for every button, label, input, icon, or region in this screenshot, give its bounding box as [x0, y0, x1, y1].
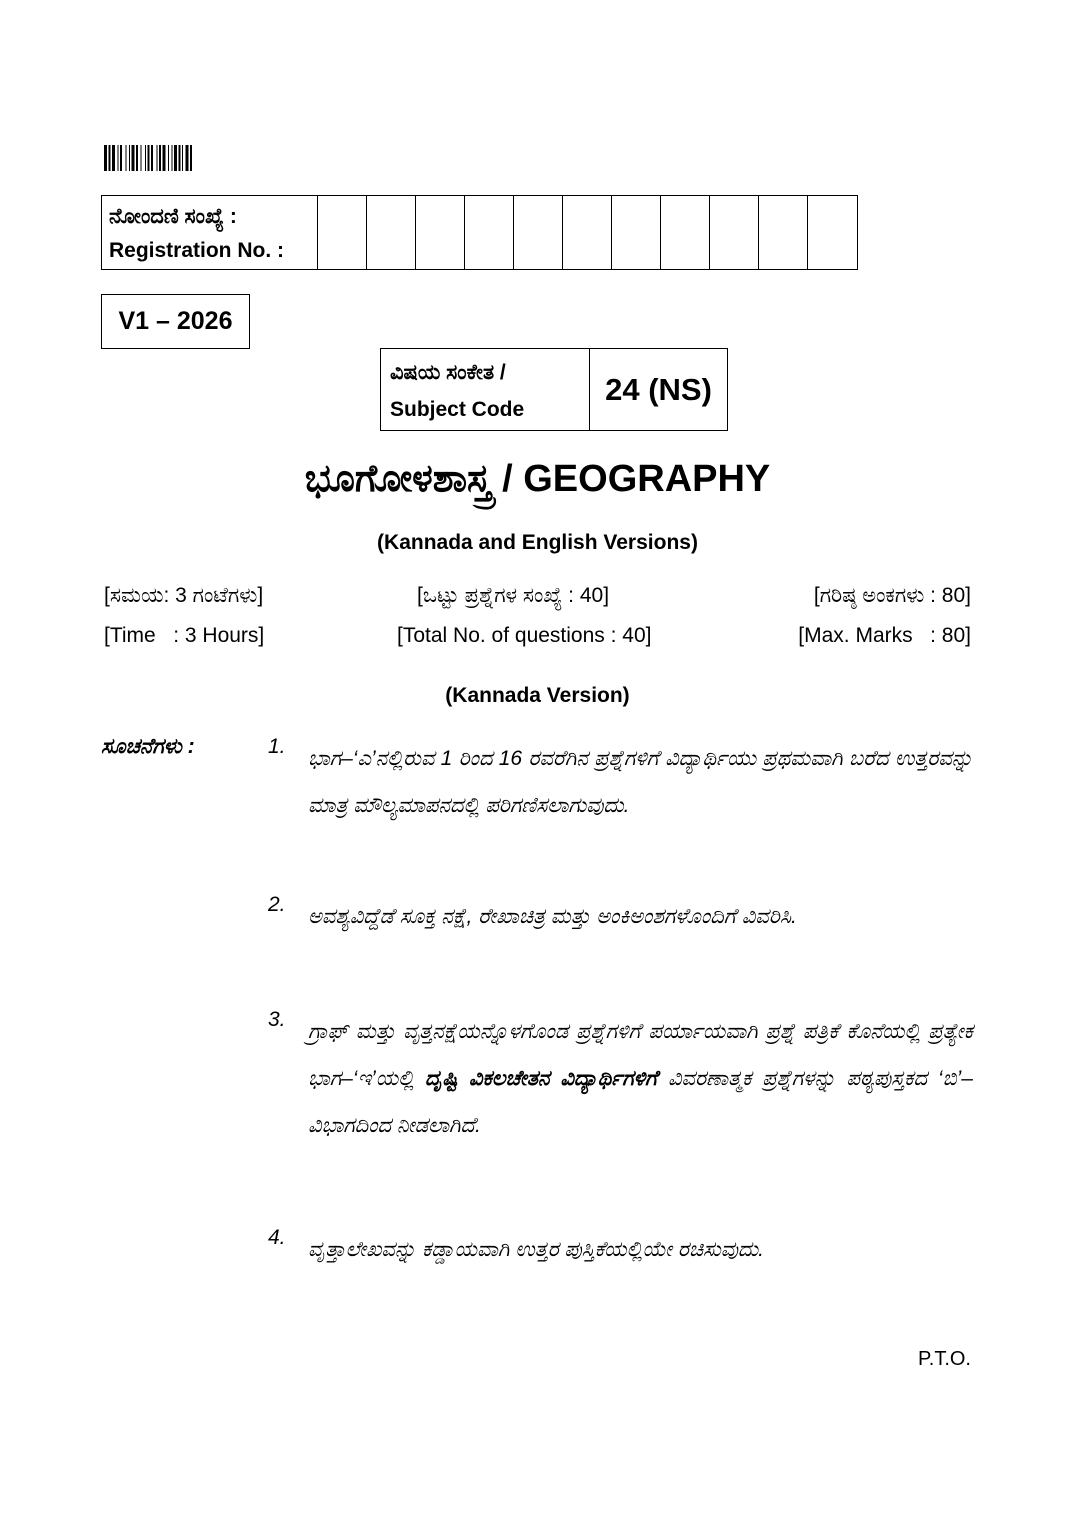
- registration-label: [102, 196, 318, 269]
- registration-digit-box: [661, 196, 710, 269]
- subject-code-box: [380, 348, 728, 431]
- instruction-text-part: ವಿವರಣಾತ್ಮಕ ಪ್ರಶ್ನೆಗಳನ್ನು ಪಠ್ಯಪುಸ್ತಕದ ‘ಬಿ’–ವಿಭಾಗದಿಂದ ನೀಡಲಾಗಿದೆ.: [308, 1067, 973, 1137]
- instruction-item: [268, 1226, 973, 1273]
- registration-label-kannada: ನೋಂದಣಿ ಸಂಖ್ಯೆ :: [109, 205, 237, 228]
- barcode: [104, 145, 248, 171]
- max-marks-kannada: [ಗರಿಷ್ಠ ಅಂಕಗಳು : 80]: [813, 584, 971, 607]
- pto-footer: P.T.O.: [918, 1348, 971, 1370]
- instruction-text: [308, 1008, 973, 1149]
- instruction-item: [268, 1008, 973, 1149]
- instruction-number: 1.: [268, 735, 286, 758]
- instruction-number: 3.: [268, 1008, 286, 1031]
- time-english: [Time : 3 Hours]: [104, 624, 265, 647]
- registration-digit-box: [367, 196, 416, 269]
- registration-number-table: [101, 195, 858, 270]
- registration-digit-box: [416, 196, 465, 269]
- instruction-number: 4.: [268, 1226, 286, 1249]
- instruction-number: 2.: [268, 893, 286, 916]
- version-heading: (Kannada Version): [445, 684, 630, 707]
- registration-digit-box: [514, 196, 563, 269]
- instructions-label: ಸೂಚನೆಗಳು :: [101, 735, 195, 758]
- subject-code-label-english: Subject Code: [390, 398, 525, 421]
- page-title: ಭೂಗೋಳಶಾಸ್ತ್ರ / GEOGRAPHY: [304, 458, 771, 500]
- registration-digit-box: [563, 196, 612, 269]
- subject-code-value: 24 (NS): [605, 371, 712, 407]
- instruction-text-part: ಗ್ರಾಫ್ ಮತ್ತು ವೃತ್ತನಕ್ಷೆಯನ್ನೊಳಗೊಂಡ ಪ್ರಶ್ನೆಗಳಿಗೆ ಪರ್ಯಾಯವಾಗಿ ಪ್ರಶ್ನೆ ಪತ್ರಿಕೆ ಕೊನೆಯಲ್ಲಿ ಪ್ರತ್ಯೇಕ ಭಾಗ–‘ಇ’ಯಲ್ಲಿ: [308, 1020, 973, 1090]
- subject-code-label: [381, 349, 590, 430]
- registration-digit-box: [612, 196, 661, 269]
- instruction-item: [268, 735, 973, 829]
- time-kannada: [ಸಮಯ: 3 ಗಂಟೆಗಳು]: [104, 584, 264, 607]
- registration-digit-box: [759, 196, 808, 269]
- subject-code-label-kannada: ವಿಷಯ ಸಂಕೇತ /: [390, 361, 506, 384]
- instruction-item: [268, 893, 973, 940]
- instruction-text: ವೃತ್ತಾಲೇಖವನ್ನು ಕಡ್ಡಾಯವಾಗಿ ಉತ್ತರ ಪುಸ್ತಿಕೆಯಲ್ಲಿಯೇ ರಚಿಸುವುದು.: [308, 1238, 764, 1261]
- max-marks-english: [Max. Marks : 80]: [798, 624, 971, 647]
- registration-digit-box: [465, 196, 514, 269]
- instruction-text: ಅವಶ್ಯವಿದ್ದೆಡೆ ಸೂಕ್ತ ನಕ್ಷೆ, ರೇಖಾಚಿತ್ರ ಮತ್ತು ಅಂಕಿಅಂಶಗಳೊಂದಿಗೆ ವಿವರಿಸಿ.: [308, 905, 797, 928]
- registration-label-english: Registration No. :: [109, 239, 285, 262]
- registration-digit-box: [318, 196, 367, 269]
- registration-digit-box: [710, 196, 759, 269]
- total-questions-kannada: [ಒಟ್ಟು ಪ್ರಶ್ನೆಗಳ ಸಂಖ್ಯೆ : 40]: [417, 584, 610, 607]
- version-code-box: V1 – 2026: [101, 294, 250, 349]
- registration-digit-box: [808, 196, 857, 269]
- instruction-text: ಭಾಗ–‘ಎ’ನಲ್ಲಿರುವ 1 ರಿಂದ 16 ರವರೆಗಿನ ಪ್ರಶ್ನೆಗಳಿಗೆ ವಿದ್ಯಾರ್ಥಿಯು ಪ್ರಥಮವಾಗಿ ಬರೆದ ಉತ್ತರವನ್ನು ಮಾತ್ರ ಮೌಲ್ಯಮಾಪನದಲ್ಲಿ ಪರಿಗಣಿಸಲಾಗುವುದು.: [308, 747, 973, 817]
- total-questions-english: [Total No. of questions : 40]: [397, 624, 652, 647]
- versions-subtitle: (Kannada and English Versions): [377, 531, 698, 554]
- instruction-text-bold: ದೃಷ್ಟಿ ವಿಕಲಚೇತನ ವಿದ್ಯಾರ್ಥಿಗಳಿಗೆ: [424, 1067, 658, 1090]
